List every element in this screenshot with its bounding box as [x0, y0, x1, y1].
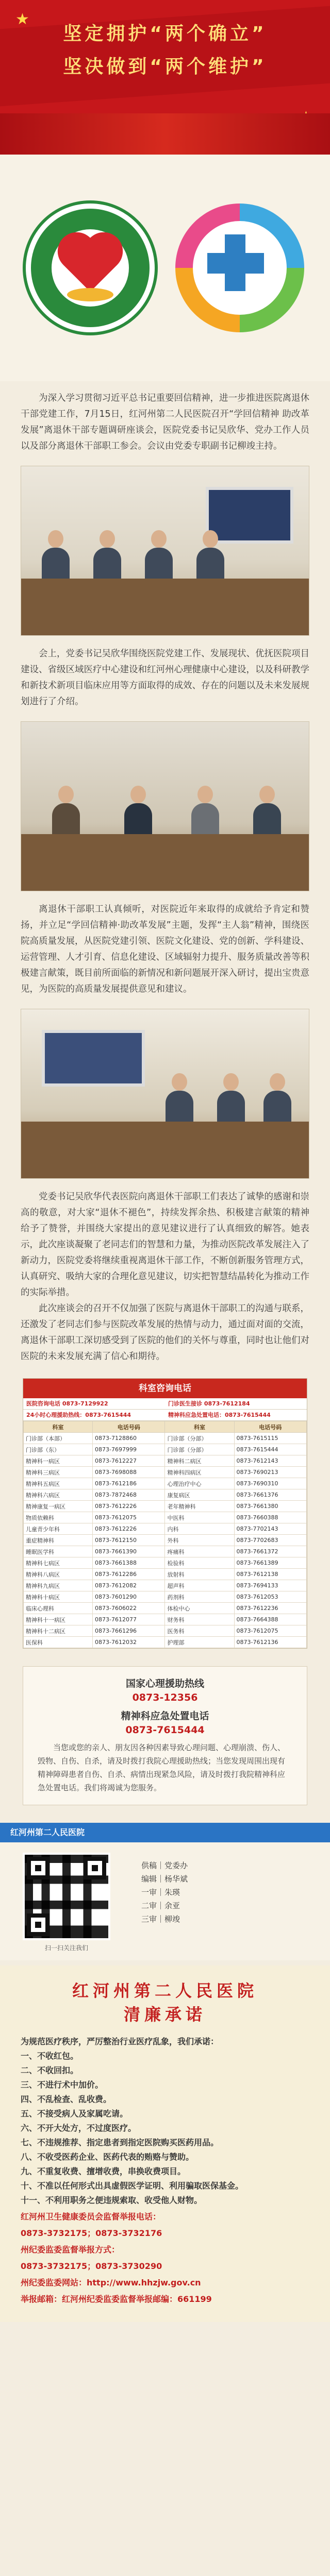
dept-cell: 内科	[165, 1523, 234, 1535]
sub-left-label: 医院咨询电话	[26, 1400, 60, 1407]
dept-cell: 精神科十二病区	[24, 1625, 93, 1637]
header-phone: 电话号码	[234, 1421, 307, 1433]
projector-screen	[206, 487, 293, 544]
article-paragraph: 党委书记吴欣华代表医院向离退休干部职工们表达了诚挚的感谢和崇高的敬意，对大家“退休不褪色”，持续发挥余热、积极建言献策的精神给予了赞誉，并围绕大家提出的意见建议进行了认真细致的解答。她表示，此次座谈凝聚了老同志们的智慧和力量，为推动医院改革发展注入了新动力，医院党委将继续重视离退休干部工作，不断创新服务管理方式，认真研究、吸纳大家的合理化意见建议，切实把智慧结晶转化为推动工作的实际举措。	[21, 1192, 309, 1298]
phone-cell[interactable]: 0873-7664388	[234, 1614, 307, 1625]
hotline-title: 国家心理援助热线	[125, 1678, 204, 1689]
logo-row	[0, 155, 330, 381]
dept-cell: 精神科十病区	[24, 1591, 93, 1603]
hospital-logo	[26, 204, 155, 332]
qr-code[interactable]	[23, 1853, 110, 1940]
dept-cell: 精神科六病区	[24, 1489, 93, 1501]
table-row	[24, 1478, 307, 1489]
phone-cell[interactable]: 0873-7661372	[234, 1546, 307, 1557]
qr-caption: 扫一扫关注我们	[44, 1944, 88, 1952]
pledge-item: 六、不开大处方，不过度医疗。	[21, 2123, 137, 2133]
article-paragraph: 此次座谈会的召开不仅加强了医院与离退休干部职工的沟通与联系，还激发了老同志们参与医院改革发展的热情与动力，通过面对面的交流，离退休干部职工深切感受到了医院的他们的关怀与尊重，同时也让他们对医院的未来发展充满了信心和期待。	[21, 1303, 309, 1362]
phone-cell[interactable]: 0873-7612286	[93, 1569, 165, 1580]
table-row	[24, 1580, 307, 1591]
phone-cell[interactable]: 0873-7612226	[93, 1501, 165, 1512]
dept-cell: 物质依赖科	[24, 1512, 93, 1523]
contacts-table-body	[24, 1433, 307, 1648]
table-row	[24, 1591, 307, 1603]
hotline-number[interactable]: 0873-12356	[132, 1692, 198, 1703]
staff-line: 一审｜朱瑛	[141, 1888, 180, 1897]
table-row	[24, 1455, 307, 1467]
dept-cell: 儿童青少年科	[24, 1523, 93, 1535]
report-line: 红河州卫生健康委员会监督举报电话：	[21, 2212, 161, 2222]
phone-cell[interactable]: 0873-7702683	[234, 1535, 307, 1546]
article-paragraph: 为深入学习贯彻习近平总书记重要回信精神，进一步推进医院离退休干部党建工作，7月15日，红河州第二人民医院召开“学回信精神 助改革发展”离退休干部专题调研座谈会，医院党委书记吴欣华、党办工作人员以及部分离退休干部职工参会。会议由党委专职副书记柳竣主持。	[21, 393, 309, 451]
table-row	[24, 1489, 307, 1501]
phone-cell[interactable]: 0873-7612236	[234, 1603, 307, 1614]
report-line[interactable]: 0873-3732175；0873-3732176	[21, 2228, 162, 2238]
dept-cell: 门诊部（东）	[24, 1444, 93, 1455]
dept-cell: 精神科八病区	[24, 1569, 93, 1580]
pledge-list	[21, 2049, 309, 2208]
phone-cell[interactable]: 0873-7694133	[234, 1580, 307, 1591]
phone-cell[interactable]: 0873-7612150	[93, 1535, 165, 1546]
pledge-title-2: 清廉承诺	[123, 2005, 206, 2024]
table-row	[24, 1637, 307, 1648]
pledge-item: 十、不准以任何形式出具虚假医学证明、利用骗取医保基金。	[21, 2181, 244, 2191]
phone-cell[interactable]: 0873-7661380	[234, 1501, 307, 1512]
report-line[interactable]: 州纪委监委网站：http://www.hhzjw.gov.cn	[21, 2278, 201, 2287]
header-phone: 电话号码	[93, 1421, 165, 1433]
phone-cell[interactable]: 0873-7660388	[234, 1512, 307, 1523]
phone-cell[interactable]: 0873-7615115	[234, 1433, 307, 1444]
phone-cell[interactable]: 0873-7661389	[234, 1557, 307, 1569]
contacts-table	[23, 1421, 307, 1648]
hotline-message: 当您或您的亲人、朋友因各种因素导致心理问题、心理崩溃、伤人、毁物、自伤、自杀，请及时拨打我院心理援助热线；当您发现周围出现有精神障碍患者自伤、自杀、病情出现紧急风险，请及时拨打我院精神科应急处置电话。我们将竭诚为您服务。	[38, 1743, 286, 1792]
staff-line: 供稿｜党委办	[141, 1861, 188, 1870]
dept-cell: 精神科五病区	[24, 1478, 93, 1489]
table-row	[24, 1546, 307, 1557]
banner-flag-band	[0, 113, 330, 155]
phone-cell[interactable]: 0873-7612226	[93, 1523, 165, 1535]
hotline-card	[23, 1666, 307, 1805]
banner-line-2: 坚决做到“两个维护”	[63, 56, 267, 77]
dept-cell: 财务科	[165, 1614, 234, 1625]
table-row	[24, 1467, 307, 1478]
phone-cell[interactable]: 0873-7698088	[93, 1467, 165, 1478]
pledge-item: 一、不收红包。	[21, 2051, 79, 2061]
integrity-pledge	[0, 1965, 330, 2322]
top-banner	[0, 0, 330, 155]
phone-cell[interactable]: 0873-7612143	[234, 1455, 307, 1467]
pledge-item: 七、不违规推荐、指定患者到指定医院购买医药用品。	[21, 2138, 219, 2147]
emergency-title: 精神科应急处置电话	[121, 1710, 209, 1722]
pledge-item: 五、不接受病人及家属吃请。	[21, 2109, 128, 2119]
phone-cell[interactable]: 0873-7697999	[93, 1444, 165, 1455]
phone-cell[interactable]: 0873-7690213	[234, 1467, 307, 1478]
pledge-title-1: 红河州第二人民医院	[72, 1981, 258, 2001]
dept-cell: 精神科九病区	[24, 1580, 93, 1591]
phone-cell[interactable]: 0873-7872468	[93, 1489, 165, 1501]
dept-cell: 医保科	[24, 1637, 93, 1648]
dept-cell: 门诊部（分部）	[165, 1433, 234, 1444]
sub2-right: 精神科应急处置电话：0873-7615444	[168, 1412, 271, 1418]
dept-cell: 检验科	[165, 1557, 234, 1569]
article-paragraph: 离退休干部职工认真倾听，对医院近年来取得的成就给予肯定和赞扬，并立足“学回信精神·助改革发展”主题，发挥“主人翁”精神，围绕医院高质量发展，从医院党建引领、医院文化建设、党的创新、学科建设、运营管理、人才引育、信息化建设、区域辐射力提升、服务质量改善等积极建言献策，既目前所面临的新情况和新问题展开深入研讨，提出宝贵意见，为医院的高质量发展提供意见和建议。	[21, 904, 309, 994]
phone-cell[interactable]: 0873-7601290	[93, 1591, 165, 1603]
table-row	[24, 1625, 307, 1637]
dept-cell: 疼痛科	[165, 1546, 234, 1557]
editorial-staff	[110, 1853, 307, 1952]
phone-cell[interactable]: 0873-7612077	[93, 1614, 165, 1625]
staff-line: 三审｜柳竣	[141, 1914, 180, 1924]
report-line: 举报邮箱：红河州纪委监委监督举报邮编：661199	[21, 2294, 212, 2304]
table-row	[24, 1523, 307, 1535]
dept-cell: 护理部	[165, 1637, 234, 1648]
phone-cell[interactable]: 0873-7612082	[93, 1580, 165, 1591]
table-row	[24, 1557, 307, 1569]
dept-cell: 精神科四病区	[165, 1467, 234, 1478]
phone-cell[interactable]: 0873-7612075	[234, 1625, 307, 1637]
phone-cell[interactable]: 0873-7612136	[234, 1637, 307, 1648]
dept-cell: 精神康复一病区	[24, 1501, 93, 1512]
pledge-item: 八、不收受医药企业、医药代表的贿赂与赞助。	[21, 2152, 194, 2162]
dept-cell: 老年精神科	[165, 1501, 234, 1512]
table-header-row	[24, 1421, 307, 1433]
phone-cell[interactable]: 0873-7612138	[234, 1569, 307, 1580]
pledge-item: 十一、不利用职务之便违规索取、收受他人财物。	[21, 2195, 203, 2205]
staff-line: 编辑｜杨华斌	[141, 1874, 188, 1884]
pledge-item: 四、不乱检查、乱收费。	[21, 2094, 112, 2104]
star-icon: ★	[15, 10, 29, 28]
meeting-photo	[21, 466, 309, 636]
phone-cell[interactable]: 0873-7612053	[234, 1591, 307, 1603]
table-row	[24, 1614, 307, 1625]
phone-cell[interactable]: 0873-7661390	[93, 1546, 165, 1557]
report-line: 州纪委监委监督举报方式：	[21, 2245, 120, 2255]
dept-cell: 康复病区	[165, 1489, 234, 1501]
department-phone-table	[23, 1378, 307, 1649]
contacts-title: 科室咨询电话	[23, 1379, 307, 1398]
table-row	[24, 1501, 307, 1512]
hospital-name: 红河州第二人民医院	[10, 1827, 85, 1837]
pledge-item: 三、不进行术中加价。	[21, 2080, 104, 2090]
dept-cell: 心理治疗中心	[165, 1478, 234, 1489]
dept-cell: 放射科	[165, 1569, 234, 1580]
hospital-name-strip	[0, 1823, 330, 1842]
phone-cell[interactable]: 0873-7702143	[234, 1523, 307, 1535]
pledge-item: 九、不重复收费、擅增收费，串换收费项目。	[21, 2166, 186, 2176]
dept-cell: 精神科二病区	[165, 1455, 234, 1467]
staff-line: 二审｜余亚	[141, 1901, 180, 1910]
contacts-main-lines	[23, 1398, 307, 1410]
dept-cell: 精神科十一病区	[24, 1614, 93, 1625]
dept-cell: 中医科	[165, 1512, 234, 1523]
table-row	[24, 1569, 307, 1580]
dept-cell: 体检中心	[165, 1603, 234, 1614]
dept-cell: 临床心理科	[24, 1603, 93, 1614]
sub-right-number[interactable]: 0873-7612184	[204, 1400, 250, 1407]
emergency-number[interactable]: 0873-7615444	[125, 1724, 205, 1736]
table-row	[24, 1603, 307, 1614]
phone-cell[interactable]: 0873-7690310	[234, 1478, 307, 1489]
dept-cell: 药剂科	[165, 1591, 234, 1603]
pledge-intro: 为规范医疗秩序，严厉整治行业医疗乱象，我们承诺：	[21, 2037, 219, 2046]
header-dept: 科室	[24, 1421, 93, 1433]
dept-cell: 医务科	[165, 1625, 234, 1637]
qr-section	[0, 1842, 330, 1960]
phone-cell[interactable]: 0873-7661296	[93, 1625, 165, 1637]
table-row	[24, 1433, 307, 1444]
phone-cell[interactable]: 0873-7612032	[93, 1637, 165, 1648]
table-row	[24, 1535, 307, 1546]
dept-cell: 门诊部（分部）	[165, 1444, 234, 1455]
phone-cell[interactable]: 0873-7606022	[93, 1603, 165, 1614]
contacts-emergency-lines	[23, 1410, 307, 1421]
sub2-left: 24小时心理援助热线：0873-7615444	[26, 1412, 131, 1418]
phone-cell[interactable]: 0873-7615444	[234, 1444, 307, 1455]
dept-cell: 精神科七病区	[24, 1557, 93, 1569]
dept-cell: 超声科	[165, 1580, 234, 1591]
sub-left-number[interactable]: 0873-7129922	[62, 1400, 108, 1407]
pledge-item: 二、不收回扣。	[21, 2065, 79, 2075]
meeting-photo	[21, 1009, 309, 1179]
mental-health-center-logo	[175, 204, 304, 332]
dept-cell: 外科	[165, 1535, 234, 1546]
news-article	[0, 381, 330, 1365]
sub-right-label: 门诊医生接诊	[168, 1400, 202, 1407]
dept-cell: 重症精神科	[24, 1535, 93, 1546]
report-line[interactable]: 0873-3732175；0873-3730290	[21, 2261, 162, 2271]
table-row	[24, 1444, 307, 1455]
dept-cell: 精神科三病区	[24, 1467, 93, 1478]
table-row	[24, 1512, 307, 1523]
phone-cell[interactable]: 0873-7661388	[93, 1557, 165, 1569]
header-dept: 科室	[165, 1421, 234, 1433]
phone-cell[interactable]: 0873-7612227	[93, 1455, 165, 1467]
article-paragraph: 会上，党委书记吴欣华围绕医院党建工作、发展现状、优抚医院项目建设、省级区域医疗中心建设和红河州心理健康中心建设，以及科研教学和新技术新项目临床应用等方面取得的成效、存在的问题以及未来发展规划进行了介绍。	[21, 649, 309, 707]
dept-cell: 睡眠医学科	[24, 1546, 93, 1557]
phone-cell[interactable]: 0873-7128860	[93, 1433, 165, 1444]
meeting-photo	[21, 721, 309, 891]
phone-cell[interactable]: 0873-7661376	[234, 1489, 307, 1501]
phone-cell[interactable]: 0873-7612075	[93, 1512, 165, 1523]
dept-cell: 精神科一病区	[24, 1455, 93, 1467]
phone-cell[interactable]: 0873-7612186	[93, 1478, 165, 1489]
dept-cell: 门诊部（本部）	[24, 1433, 93, 1444]
banner-line-1: 坚定拥护“两个确立”	[63, 23, 267, 44]
